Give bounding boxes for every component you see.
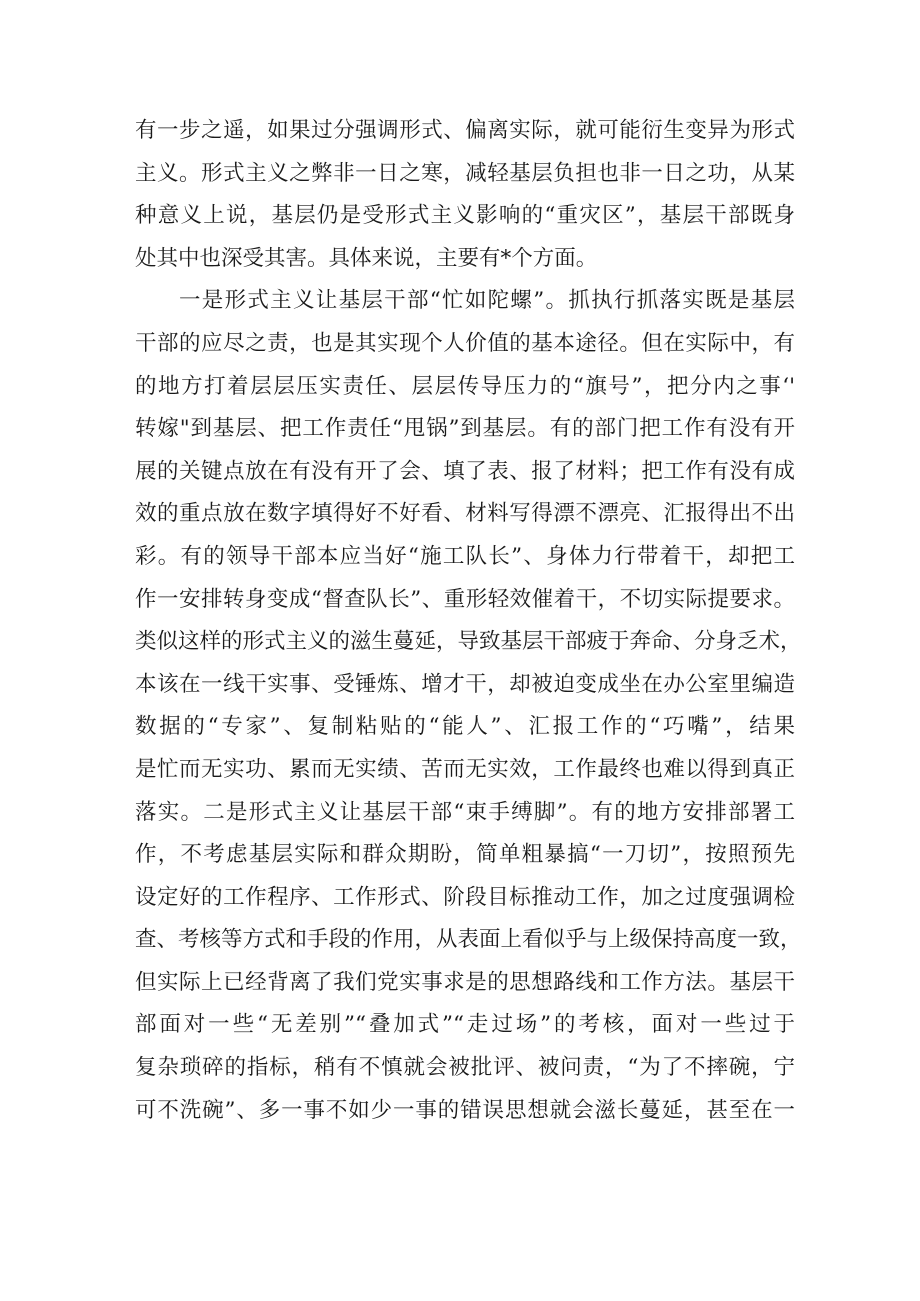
text-line: 设定好的工作程序、工作形式、阶段目标推动工作，加之过度强调检	[135, 884, 795, 910]
text-line: 有一步之遥，如果过分强调形式、偏离实际，就可能衍生变异为形式	[135, 118, 795, 143]
text-line: 主义。形式主义之弊非一日之寒，减轻基层负担也非一日之功，从某	[135, 160, 795, 186]
text-line: 作，不考虑基层实际和群众期盼，简单粗暴搞“一刀切”，按照预先	[135, 842, 795, 868]
text-line: 类似这样的形式主义的滋生蔓延，导致基层干部疲于奔命、分身乏术，	[135, 629, 802, 655]
text-line: 干部的应尽之责，也是其实现个人价值的基本途径。但在实际中，有	[135, 330, 795, 356]
text-line: 处其中也深受其害。具体来说，主要有*个方面。	[135, 245, 598, 271]
text-line: 是忙而无实功、累而无实绩、苦而无实效，工作最终也难以得到真正	[135, 756, 795, 782]
text-line: 落实。二是形式主义让基层干部“束手缚脚”。有的地方安排部署工	[135, 799, 795, 825]
text-line: 但实际上已经背离了我们党实事求是的思想路线和工作方法。基层干	[135, 969, 795, 995]
text-line: 的地方打着层层压实责任、层层传导压力的“旗号”，把分内之事‘'	[135, 373, 795, 399]
text-line: 种意义上说，基层仍是受形式主义影响的“重灾区”，基层干部既身	[135, 203, 795, 229]
text-line: 查、考核等方式和手段的作用，从表面上看似乎与上级保持高度一致，	[135, 927, 802, 953]
text-line: 彩。有的领导干部本应当好“施工队长”、身体力行带着干，却把工	[135, 543, 795, 569]
text-line: 一是形式主义让基层干部“忙如陀螺”。抓执行抓落实既是基层	[179, 288, 795, 314]
text-line: 复杂琐碎的指标，稍有不慎就会被批评、被问责，“为了不摔碗，宁	[135, 1055, 795, 1081]
text-line: 作一安排转身变成“督查队长”、重形轻效催着干，不切实际提要求。	[135, 586, 795, 612]
text-line: 数据的“专家”、复制粘贴的“能人”、汇报工作的“巧嘴”，结果	[135, 714, 795, 740]
text-line: 效的重点放在数字填得好不好看、材料写得漂不漂亮、汇报得出不出	[135, 501, 795, 527]
text-line: 部面对一些“无差别”“叠加式”“走过场”的考核，面对一些过于	[135, 1012, 795, 1038]
text-line: 可不洗碗”、多一事不如少一事的错误思想就会滋长蔓延，甚至在一	[135, 1097, 795, 1123]
body-text	[135, 110, 802, 1132]
text-line: 展的关键点放在有没有开了会、填了表、报了材料；把工作有没有成	[135, 458, 795, 484]
text-line: 转嫁"到基层、把工作责任“甩锅”到基层。有的部门把工作有没有开	[135, 416, 796, 442]
text-line: 本该在一线干实事、受锤炼、增才干，却被迫变成坐在办公室里编造	[135, 671, 795, 697]
